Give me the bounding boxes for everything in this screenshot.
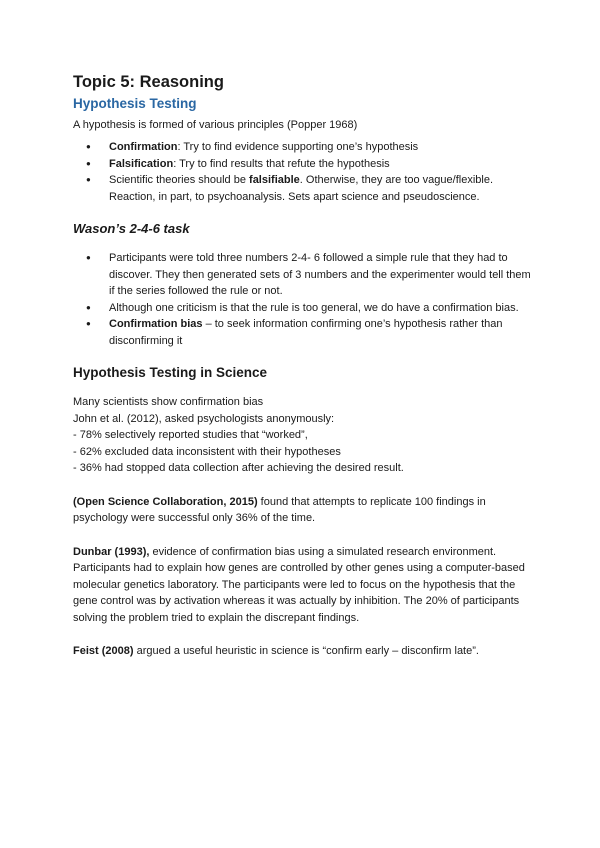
- intro-text: A hypothesis is formed of various principles (Popper 1968): [73, 119, 358, 131]
- wason-heading: Wason’s 2-4-6 task: [73, 221, 190, 236]
- bold-term: Confirmation bias: [109, 318, 203, 330]
- text-line: - 62% excluded data inconsistent with their hypotheses: [73, 445, 341, 458]
- bold-term: Confirmation: [109, 141, 178, 153]
- list-item: ● Although one criticism is that the rule is too general, we do have a confirmation bias.: [73, 300, 533, 317]
- list-item: ● Confirmation: Try to find evidence supporting one’s hypothesis: [73, 139, 533, 156]
- text-line: Many scientists show confirmation bias: [73, 396, 264, 408]
- text-line: - 36% had stopped data collection after achieving the desired result.: [73, 462, 404, 474]
- list-item: ● Participants were told three numbers 2-4- 6 followed a simple rule that they had to discover. They then generated sets of 3 numbers and the experimenter would tell them if the series followed the rule or not.: [73, 250, 533, 300]
- list-item: ● Falsification: Try to find results that refute the hypothesis: [73, 156, 533, 173]
- list-item: ● Scientific theories should be falsifiable. Otherwise, they are too vague/flexible. Reaction, in part, to psychoanalysis. Sets apart science and pseudoscience.: [73, 172, 533, 205]
- text-line: John et al. (2012), asked psychologists anonymously:: [73, 412, 335, 425]
- document-page: [73, 72, 533, 660]
- bold-term: Falsification: [109, 157, 174, 170]
- bold-term: falsifiable: [249, 174, 300, 186]
- list-item: ● Confirmation bias – to seek information confirming one’s hypothesis rather than disconfirming it: [73, 316, 533, 349]
- section-title-hypothesis-testing: Hypothesis Testing: [73, 96, 197, 111]
- text-line: - 78% selectively reported studies that “worked”,: [73, 429, 308, 441]
- citation: Feist (2008): [73, 645, 134, 657]
- osc-paragraph: (Open Science Collaboration, 2015) found that attempts to replicate 100 findings in psychology were successful only 36% of the time.: [73, 495, 486, 524]
- feist-paragraph: Feist (2008) argued a useful heuristic in science is “confirm early – disconfirm late”.: [73, 645, 479, 657]
- principles-list: [73, 139, 533, 205]
- wason-list: [73, 250, 533, 349]
- science-heading: Hypothesis Testing in Science: [73, 365, 268, 380]
- page-title: Topic 5: Reasoning: [73, 73, 224, 91]
- citation: (Open Science Collaboration, 2015): [73, 495, 258, 508]
- dunbar-paragraph: Dunbar (1993), evidence of confirmation bias using a simulated research environment. Participants had to explain how genes are controlled by other genes using a computer-based molecular genetics laboratory. The participants were led to focus on the hypothesis that the gene control was by activation whereas it was actually by inhibition. The 20% of participants solving the problem tried to explain the discrepant findings.: [73, 545, 525, 624]
- science-paragraph: [73, 394, 533, 477]
- citation: Dunbar (1993),: [73, 545, 150, 558]
